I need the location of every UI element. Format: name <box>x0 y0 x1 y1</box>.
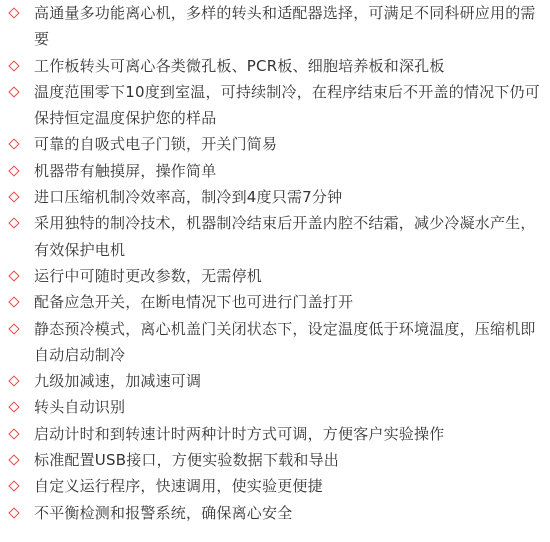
feature-text: 可靠的自吸式电子门锁，开关门简易 <box>34 135 278 154</box>
diamond-outline-icon <box>8 165 19 176</box>
feature-item <box>0 500 550 526</box>
diamond-outline-icon <box>8 139 19 150</box>
diamond-outline-icon <box>8 454 19 465</box>
feature-text: 配备应急开关，在断电情况下也可进行门盖打开 <box>34 293 354 312</box>
feature-item <box>0 421 550 447</box>
feature-item <box>0 263 550 289</box>
feature-text: 进口压缩机制冷效率高，制冷到4度只需7分钟 <box>34 188 343 207</box>
feature-item <box>0 79 550 132</box>
feature-item <box>0 53 550 79</box>
diamond-outline-icon <box>8 375 19 386</box>
diamond-outline-icon <box>8 428 19 439</box>
feature-text: 工作板转头可离心各类微孔板、PCR板、细胞培养板和深孔板 <box>34 56 445 75</box>
feature-item <box>0 316 550 369</box>
feature-item <box>0 158 550 184</box>
feature-item <box>0 368 550 394</box>
feature-item <box>0 447 550 473</box>
feature-text: 自定义运行程序，快速调用，使实验更便捷 <box>34 477 323 496</box>
feature-item <box>0 289 550 315</box>
diamond-outline-icon <box>8 60 19 71</box>
feature-text: 转头自动识别 <box>34 398 126 417</box>
feature-text: 不平衡检测和报警系统，确保离心安全 <box>34 503 293 522</box>
feature-text: 高通量多功能离心机，多样的转头和适配器选择，可满足不同科研应用的需要 <box>34 4 536 49</box>
feature-item <box>0 131 550 157</box>
diamond-outline-icon <box>8 191 19 202</box>
feature-item <box>0 210 550 263</box>
diamond-outline-icon <box>8 323 19 334</box>
feature-text: 采用独特的制冷技术，机器制冷结束后开盖内腔不结霜，减少冷凝水产生，有效保护电机 <box>34 214 536 259</box>
feature-text: 静态预冷模式，离心机盖门关闭状态下，设定温度低于环境温度，压缩机即自动启动制冷 <box>34 319 536 364</box>
diamond-outline-icon <box>8 270 19 281</box>
diamond-outline-icon <box>8 297 19 308</box>
feature-item <box>0 394 550 420</box>
feature-text: 温度范围零下10度到室温，可持续制冷，在程序结束后不开盖的情况下仍可保持恒定温度保护您的样品 <box>34 82 540 128</box>
feature-text: 运行中可随时更改参数，无需停机 <box>34 266 263 285</box>
feature-item <box>0 0 550 53</box>
diamond-outline-icon <box>8 402 19 413</box>
feature-item <box>0 473 550 499</box>
feature-item <box>0 184 550 210</box>
diamond-outline-icon <box>8 507 19 518</box>
diamond-outline-icon <box>8 218 19 229</box>
diamond-outline-icon <box>8 86 19 97</box>
diamond-outline-icon <box>8 7 19 18</box>
feature-text: 启动计时和到转速计时两种计时方式可调，方便客户实验操作 <box>34 424 445 443</box>
feature-text: 九级加减速，加减速可调 <box>34 372 202 391</box>
feature-text: 机器带有触摸屏，操作简单 <box>34 161 217 180</box>
diamond-outline-icon <box>8 481 19 492</box>
feature-text: 标准配置USB接口，方便实验数据下载和导出 <box>34 451 339 470</box>
